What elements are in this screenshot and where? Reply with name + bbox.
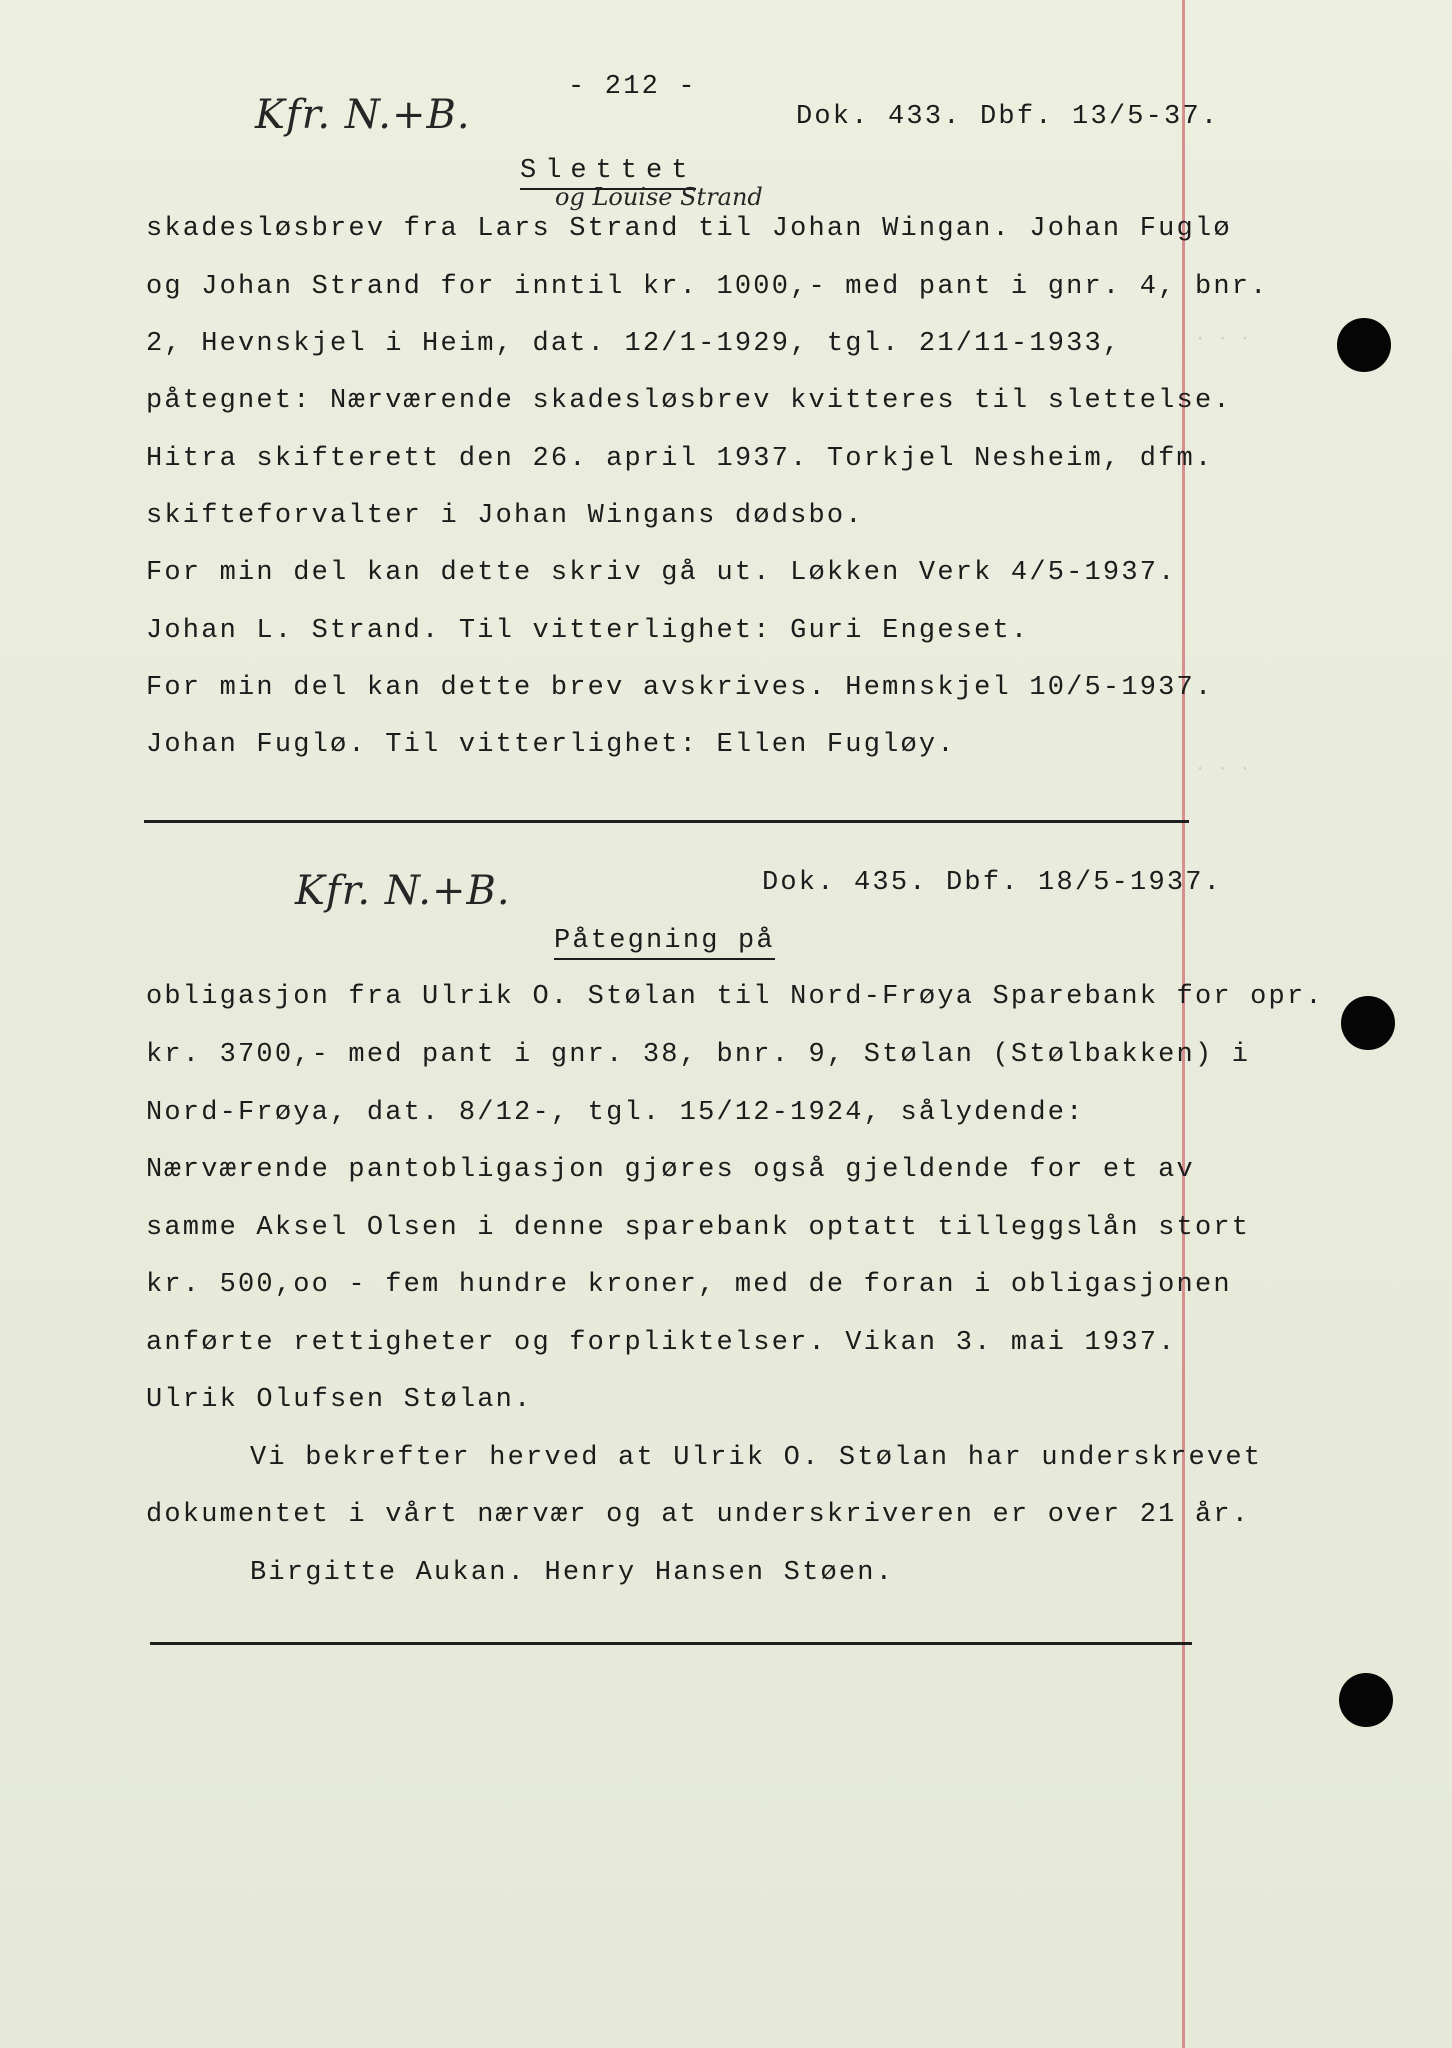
text-line: For min del kan dette skriv gå ut. Løkken Verk 4/5-1937. xyxy=(146,558,1177,588)
margin-rule xyxy=(1182,0,1185,2048)
section-heading: Påtegning på xyxy=(554,924,775,958)
text-line: kr. 500,oo - fem hundre kroner, med de foran i obligasjonen xyxy=(146,1270,1232,1300)
punch-hole-bottom xyxy=(1339,1673,1393,1727)
text-line: Nærværende pantobligasjon gjøres også gjeldende for et av xyxy=(146,1155,1195,1185)
punch-hole-top xyxy=(1337,318,1391,372)
text-line: påtegnet: Nærværende skadesløsbrev kvitteres til slettelse. xyxy=(146,386,1232,416)
text-line: skifteforvalter i Johan Wingans dødsbo. xyxy=(146,501,864,531)
entry-divider xyxy=(150,1642,1192,1645)
text-line: og Johan Strand for inntil kr. 1000,- med pant i gnr. 4, bnr. xyxy=(146,272,1269,302)
text-line: obligasjon fra Ulrik O. Stølan til Nord-Frøya Sparebank for opr. xyxy=(146,982,1324,1012)
punch-hole-middle xyxy=(1341,996,1395,1050)
margin-note: Kfr. N.+B. xyxy=(255,92,471,138)
text-line: Johan L. Strand. Til vitterlighet: Guri Engeset. xyxy=(146,616,1030,646)
text-line: For min del kan dette brev avskrives. Hemnskjel 10/5-1937. xyxy=(146,673,1214,703)
text-line: dokumentet i vårt nærvær og at underskriveren er over 21 år. xyxy=(146,1500,1251,1530)
text-line: kr. 3700,- med pant i gnr. 38, bnr. 9, Stølan (Stølbakken) i xyxy=(146,1040,1251,1070)
document-reference: Dok. 433. Dbf. 13/5-37. xyxy=(796,102,1220,132)
page-number: - 212 - xyxy=(568,72,697,102)
section-heading: Slettet xyxy=(520,154,696,188)
text-line: Vi bekrefter herved at Ulrik O. Stølan har underskrevet xyxy=(250,1443,1263,1473)
text-line: skadesløsbrev fra Lars Strand til Johan Wingan. Johan Fuglø xyxy=(146,214,1232,244)
text-line: 2, Hevnskjel i Heim, dat. 12/1-1929, tgl. 21/11-1933, xyxy=(146,329,1122,359)
text-line: anførte rettigheter og forpliktelser. Vikan 3. mai 1937. xyxy=(146,1328,1177,1358)
document-reference: Dok. 435. Dbf. 18/5-1937. xyxy=(762,868,1223,898)
bleed-through-mark: · · · xyxy=(1195,760,1252,779)
entry-divider xyxy=(144,820,1189,823)
text-line: Hitra skifterett den 26. april 1937. Torkjel Nesheim, dfm. xyxy=(146,444,1214,474)
margin-note: Kfr. N.+B. xyxy=(295,868,511,914)
signatures-line: Birgitte Aukan. Henry Hansen Støen. xyxy=(250,1558,895,1588)
text-line: Ulrik Olufsen Stølan. xyxy=(146,1385,533,1415)
handwritten-insert: og Louise Strand xyxy=(555,183,763,211)
bleed-through-mark: · · · xyxy=(1195,330,1252,349)
text-line: samme Aksel Olsen i denne sparebank optatt tilleggslån stort xyxy=(146,1213,1251,1243)
text-line: Nord-Frøya, dat. 8/12-, tgl. 15/12-1924, sålydende: xyxy=(146,1098,1085,1128)
text-line: Johan Fuglø. Til vitterlighet: Ellen Fugløy. xyxy=(146,730,956,760)
